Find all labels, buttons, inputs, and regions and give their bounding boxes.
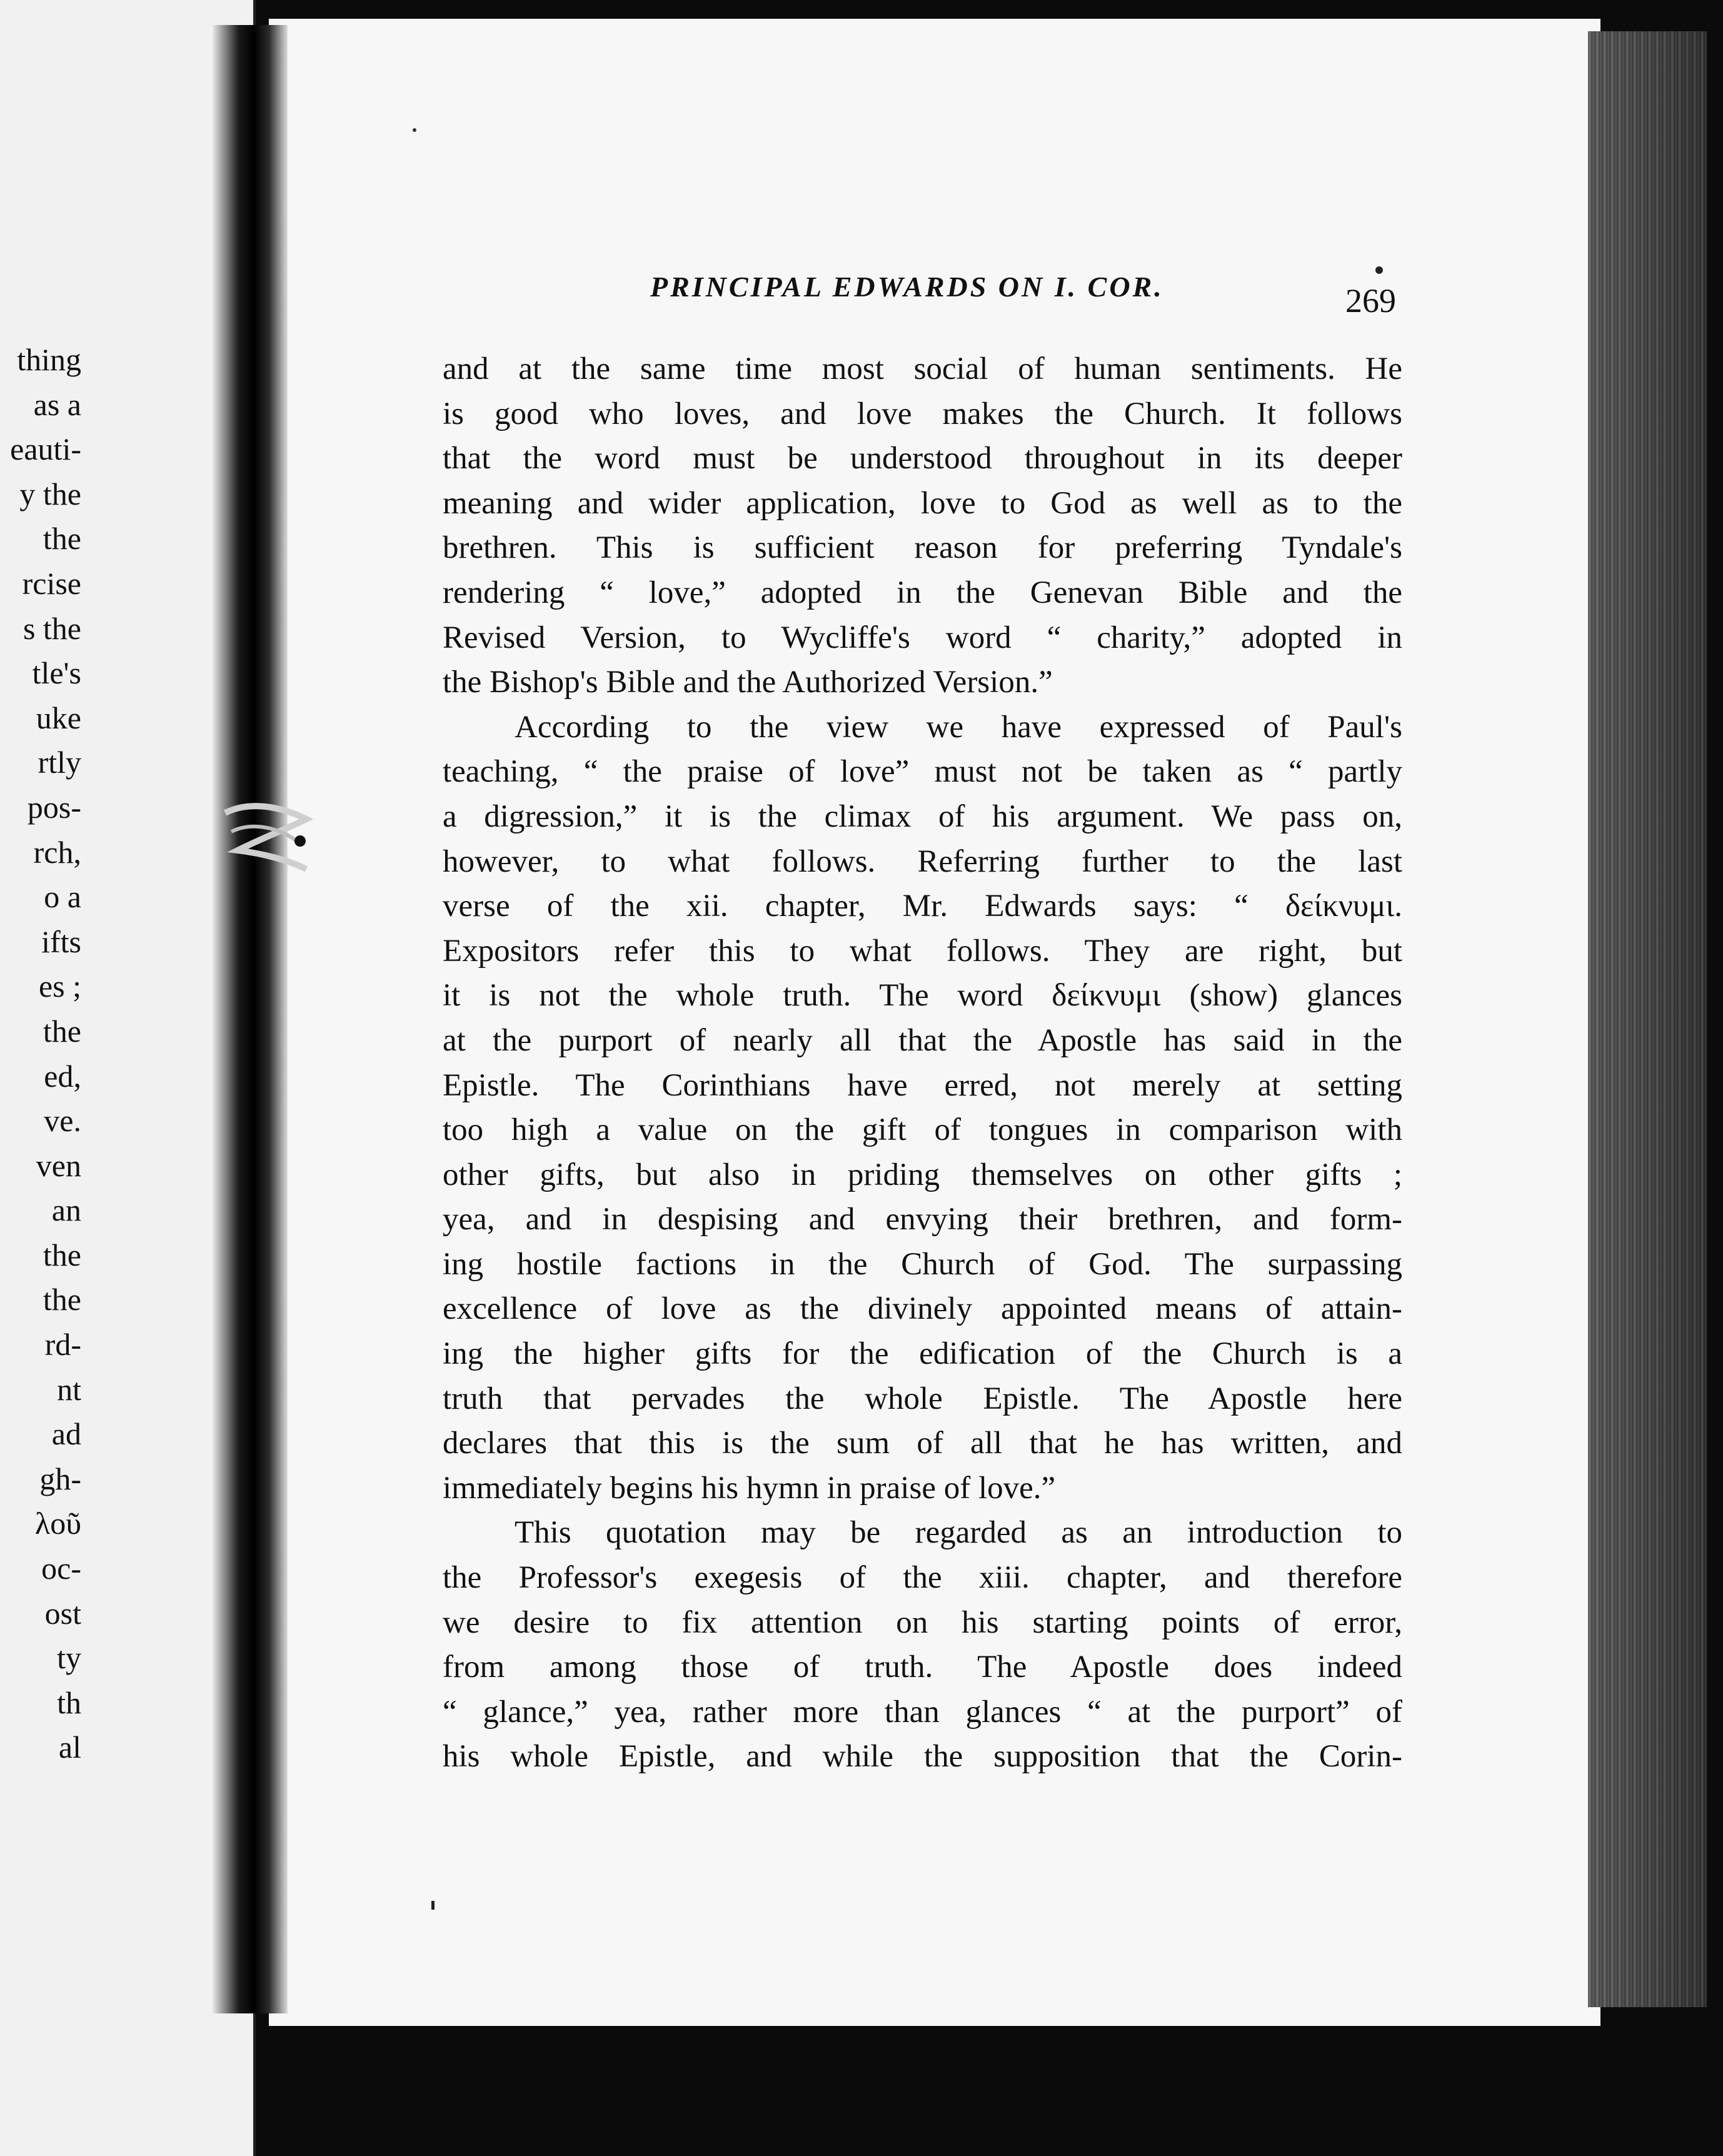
text-line: from among those of truth. The Apostle does indeed	[443, 1650, 1402, 1685]
left-fragment: thing	[17, 342, 81, 377]
text-line: declares that this is the sum of all that he has written, and	[443, 1426, 1402, 1461]
left-fragment: rch,	[33, 834, 81, 870]
text-line: verse of the xii. chapter, Mr. Edwards says: “ δείκνυμι.	[443, 889, 1402, 924]
left-fragment: th	[57, 1685, 81, 1720]
text-line: and at the same time most social of human sentiments. He	[443, 351, 1402, 386]
left-fragment: es ;	[38, 969, 81, 1004]
text-line: brethren. This is sufficient reason for preferring Tyndale's	[443, 530, 1402, 566]
left-fragment: ed,	[44, 1058, 81, 1094]
left-fragment: ost	[44, 1595, 81, 1631]
left-fragment: as a	[33, 386, 81, 422]
left-fragment: al	[58, 1730, 81, 1765]
running-head: PRINCIPAL EDWARDS ON I. COR.	[650, 271, 1164, 303]
text-line: his whole Epistle, and while the supposition that the Corin-	[443, 1739, 1402, 1775]
ink-speck	[413, 128, 416, 132]
left-fragment: rd-	[44, 1327, 81, 1363]
left-fragment: s the	[23, 610, 81, 646]
text-line: at the purport of nearly all that the Apostle has said in the	[443, 1022, 1402, 1058]
page-number: 269	[1345, 282, 1396, 320]
left-fragment: nt	[57, 1371, 81, 1407]
left-fragment: ad	[51, 1416, 81, 1452]
text-line: ing hostile factions in the Church of God. The surpassing	[443, 1246, 1402, 1282]
text-line: the Bishop's Bible and the Authorized Version.”	[443, 665, 1053, 700]
text-line: other gifts, but also in priding themselves on other gifts ;	[443, 1157, 1402, 1192]
left-fragment: o a	[44, 879, 81, 915]
ink-dot	[1375, 266, 1383, 274]
left-fragment: eauti-	[10, 431, 81, 467]
left-fragment: y the	[19, 476, 81, 511]
text-line: that the word must be understood throughout in its deeper	[443, 441, 1402, 476]
left-fragment: uke	[36, 700, 81, 735]
text-line: it is not the whole truth. The word δείκνυμι (show) glances	[443, 978, 1402, 1014]
text-line: the Professor's exegesis of the xiii. chapter, and therefore	[443, 1560, 1402, 1596]
text-line: too high a value on the gift of tongues in comparison with	[443, 1112, 1402, 1148]
text-line: however, to what follows. Referring further to the last	[443, 844, 1402, 879]
left-page-text-fragments	[0, 338, 81, 1770]
left-fragment: gh-	[39, 1461, 81, 1496]
body-text	[443, 347, 1402, 1780]
left-fragment: the	[43, 1282, 81, 1317]
page-edge-stack	[1588, 31, 1707, 2007]
left-fragment: the	[43, 1013, 81, 1049]
ink-speck	[431, 1901, 435, 1910]
left-fragment: ven	[36, 1147, 81, 1183]
thread-clip-mark	[213, 794, 325, 888]
text-line: yea, and in despising and envying their brethren, and form-	[443, 1202, 1402, 1237]
text-line: rendering “ love,” adopted in the Genevan Bible and the	[443, 575, 1402, 610]
text-line: truth that pervades the whole Epistle. The Apostle here	[443, 1381, 1402, 1416]
left-fragment: ifts	[41, 924, 81, 959]
text-line: Expositors refer this to what follows. They are right, but	[443, 933, 1402, 969]
text-line: This quotation may be regarded as an introduction to	[515, 1515, 1402, 1551]
text-line: excellence of love as the divinely appointed means of attain-	[443, 1291, 1402, 1327]
left-fragment: ty	[57, 1640, 81, 1676]
left-fragment: oc-	[41, 1551, 81, 1586]
left-fragment: an	[51, 1192, 81, 1228]
text-line: teaching, “ the praise of love” must not be taken as “ partly	[443, 754, 1402, 790]
text-line: meaning and wider application, love to God as well as to the	[443, 485, 1402, 521]
text-line: “ glance,” yea, rather more than glances “ at the purport” of	[443, 1694, 1402, 1730]
left-fragment: rcise	[22, 565, 81, 601]
text-line: Epistle. The Corinthians have erred, not merely at setting	[443, 1067, 1402, 1103]
left-fragment: the	[43, 521, 81, 557]
left-fragment: rtly	[38, 745, 81, 780]
left-fragment: tle's	[32, 655, 81, 691]
left-fragment: λοῦ	[35, 1506, 81, 1541]
book-gutter	[213, 25, 288, 2013]
text-line: we desire to fix attention on his starting points of error,	[443, 1604, 1402, 1640]
text-line: ing the higher gifts for the edification of the Church is a	[443, 1336, 1402, 1372]
left-fragment: ve.	[44, 1103, 81, 1139]
text-line: According to the view we have expressed of Paul's	[515, 709, 1402, 745]
text-line: is good who loves, and love makes the Church. It follows	[443, 396, 1402, 431]
text-line: Revised Version, to Wycliffe's word “ charity,” adopted in	[443, 620, 1402, 655]
left-fragment: pos-	[27, 789, 81, 825]
text-line: a digression,” it is the climax of his argument. We pass on,	[443, 798, 1402, 834]
text-line: immediately begins his hymn in praise of love.”	[443, 1470, 1056, 1506]
left-fragment: the	[43, 1237, 81, 1272]
